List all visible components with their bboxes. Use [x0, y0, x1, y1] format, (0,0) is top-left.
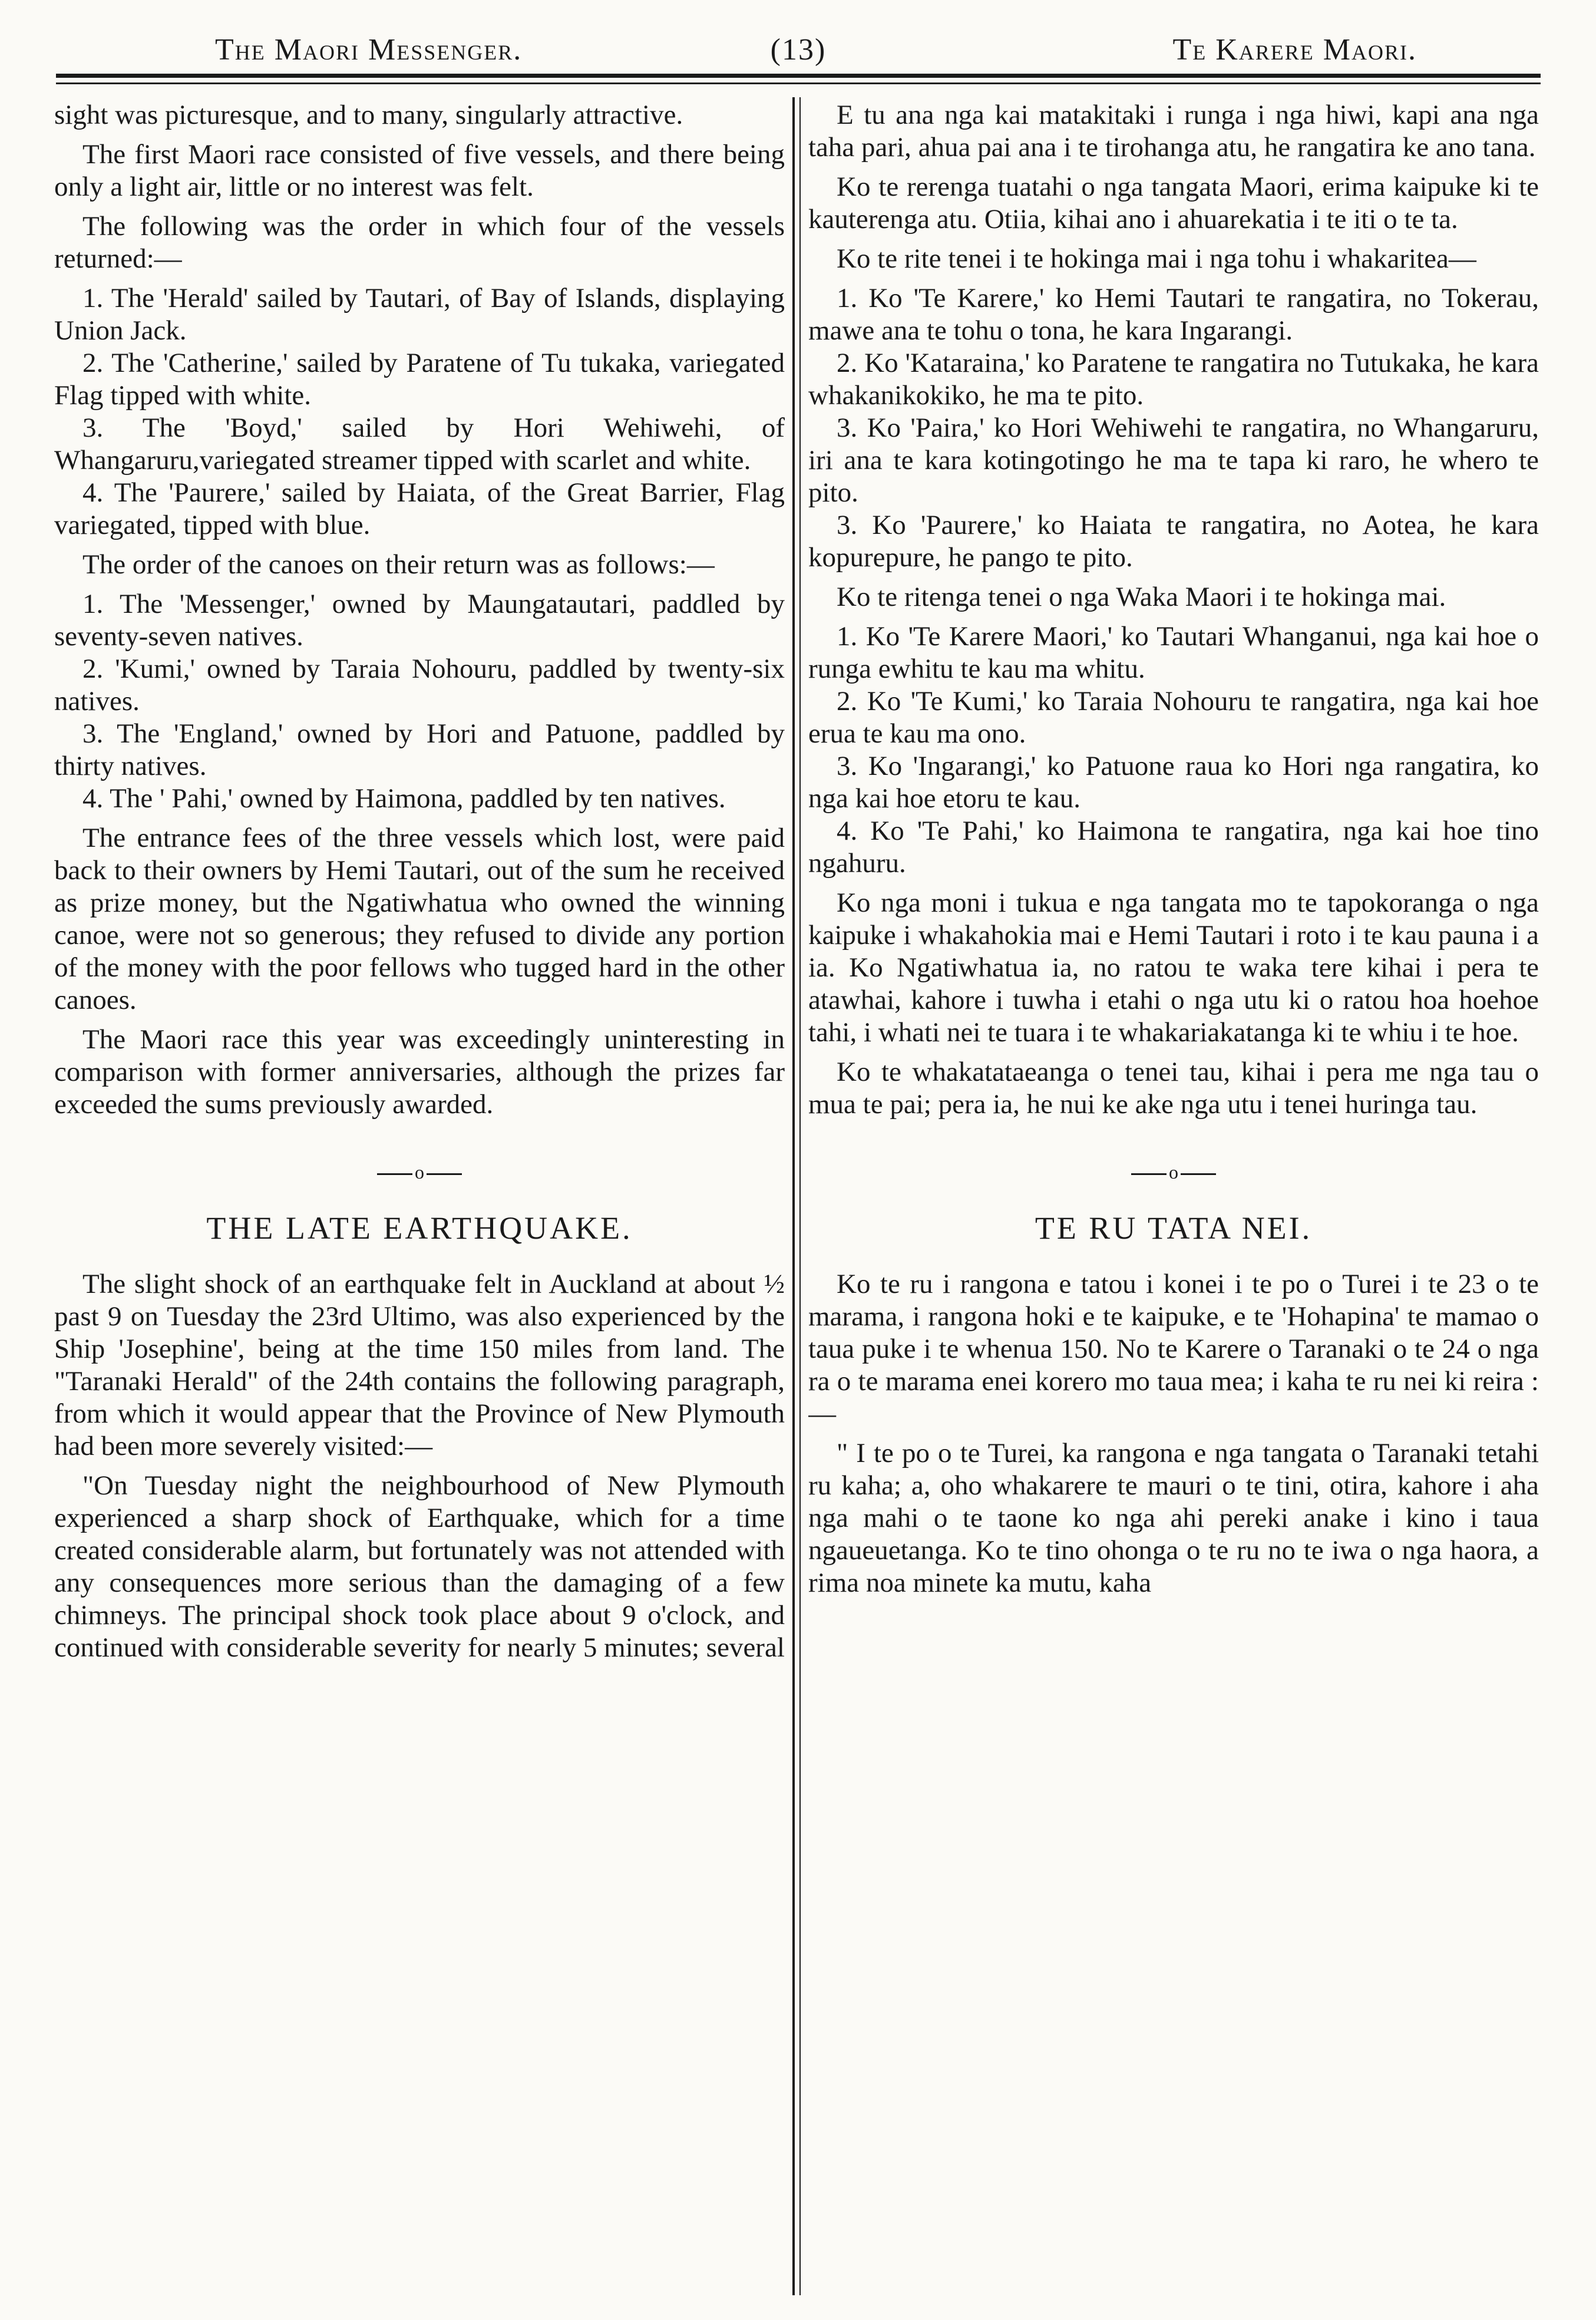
header-rule-thick [56, 74, 1541, 78]
english-quote: "On Tuesday night the neighbourhood of New Plymouth experienced a sharp shock of Earthquake, which for a time created considerable alarm, but fortunately was not attended with any consequences more serious than the damaging of a few chimneys. The principal shock took place about 9 o'clock, and continued with considerable severity for nearly 5 minutes; several [54, 1470, 785, 1663]
header-title-english: The Maori Messenger. [215, 33, 523, 67]
vessel-list-item: 3. Ko 'Paurere,' ko Haiata te rangatira, no Aotea, he kara kopurepure, he pango te pito. [808, 510, 1539, 573]
english-paragraph: The first Maori race consisted of five vessels, and there being only a light air, little or no interest was felt. [54, 139, 785, 202]
vessel-list-item: 2. Ko 'Kataraina,' ko Paratene te rangatira no Tutukaka, he kara whakanikokiko, he ma te pito. [808, 348, 1539, 411]
english-paragraph: The entrance fees of the three vessels which lost, were paid back to their owners by Hemi Tautari, out of the sum he received as prize money, but the Ngatiwhatua who owned the winning canoe, were not so generous; they refused to divide any portion of the money with the poor fellows who tugged hard in the other canoes. [54, 823, 785, 1015]
english-intro: sight was picturesque, and to many, singularly attractive. [54, 100, 683, 130]
vessel-list-item: 2. The 'Catherine,' sailed by Paratene of Tu tukaka, variegated Flag tipped with white. [54, 348, 785, 411]
vessel-list-item: 3. Ko 'Paira,' ko Hori Wehiwehi te rangatira, no Whangaruru, iri ana te kara kotingotingo he ma te tapa ki raro, he whero te pito. [808, 412, 1539, 508]
english-paragraph: The order of the canoes on their return was as follows:— [82, 549, 715, 580]
column-divider-thin [799, 97, 801, 2295]
section-ornament: o [808, 1156, 1539, 1189]
vessel-list-item: 1. Ko 'Te Karere,' ko Hemi Tautari te rangatira, no Tokerau, mawe ana te tohu o tona, he kara Ingarangi. [808, 283, 1539, 346]
canoe-list-item: 3. Ko 'Ingarangi,' ko Patuone raua ko Hori nga rangatira, ko nga kai hoe etoru te kau. [808, 751, 1539, 814]
maori-quote: " I te po o te Turei, ka rangona e nga tangata o Taranaki tetahi ru kaha; a, oho whakarere te mauri o te tini, otira, kahore i aha nga mahi o te taone ko nga ahi pereki anake i kino i taua ngaueuetanga. Ko te tino ohonga o te ru no te iwa o nga haora, a rima noa minete ka mutu, kaha [808, 1438, 1539, 1598]
english-paragraph: The following was the order in which four of the vessels returned:— [54, 211, 785, 274]
canoe-list-item: 1. Ko 'Te Karere Maori,' ko Tautari Whanganui, nga kai hoe o runga ewhitu te kau ma whitu. [808, 621, 1539, 684]
maori-paragraph: Ko te rerenga tuatahi o nga tangata Maori, erima kaipuke ki te kauterenga atu. Otiia, kihai ano i ahuarekatia i te iti o te ta. [808, 171, 1539, 235]
canoe-list-item: 4. The ' Pahi,' owned by Haimona, paddled by ten natives. [82, 783, 726, 814]
vessel-list-item: 1. The 'Herald' sailed by Tautari, of Bay of Islands, displaying Union Jack. [54, 283, 785, 346]
vessel-list-item: 3. The 'Boyd,' sailed by Hori Wehiwehi, of Whangaruru,variegated streamer tipped with scarlet and white. [54, 412, 785, 476]
english-paragraph: The slight shock of an earthquake felt in Auckland at about ½ past 9 on Tuesday the 23rd Ultimo, was also experienced by the Ship 'Josephine', being at the time 150 miles from land. The "Taranaki Herald" of the 24th contains the following paragraph, from which it would appear that the Province of New Plymouth had been more severely visited:— [54, 1269, 785, 1461]
maori-paragraph: Ko te ru i rangona e tatou i konei i te po o Turei i te 23 o te marama, i rangona hoki e te kaipuke, e te 'Hohapina' te mamao o taua puke i te whenua 150. No te Karere o Taranaki o te 24 o nga ra o te marama enei korero mo taua mea; i kaha te ru nei ki reira :— [808, 1269, 1539, 1429]
maori-paragraph: Ko te rite tenei i te hokinga mai i nga tohu i whakaritea— [837, 243, 1476, 274]
english-column [54, 99, 785, 2302]
canoe-list-item: 4. Ko 'Te Pahi,' ko Haimona te rangatira, nga kai hoe tino ngahuru. [808, 816, 1539, 879]
maori-paragraph: Ko te ritenga tenei o nga Waka Maori i te hokinga mai. [837, 582, 1446, 612]
canoe-list-item: 2. 'Kumi,' owned by Taraia Nohouru, paddled by twenty-six natives. [54, 654, 785, 717]
page-header [56, 24, 1541, 71]
canoe-list-item: 1. The 'Messenger,' owned by Maungatautari, paddled by seventy-seven natives. [54, 589, 785, 652]
canoe-list-item: 2. Ko 'Te Kumi,' ko Taraia Nohouru te rangatira, nga kai hoe erua te kau ma ono. [808, 686, 1539, 749]
header-title-maori: Te Karere Maori. [1172, 33, 1417, 67]
section-title: THE LATE EARTHQUAKE. [206, 1210, 633, 1246]
maori-paragraph: Ko nga moni i tukua e nga tangata mo te tapokoranga o nga kaipuke i whakahokia mai e Hemi Tautari i roto i te kau pauna i a ia. Ko Ngatiwhatua ia, no ratou te waka tere kihai i pera te atawhai, kahore i tuwha i etahi o nga utu ki o ratou hoa hoehoe tahi, i whati nei te tuara i te whakariakatanga ki te whiu i te hoe. [808, 887, 1539, 1048]
english-paragraph: The Maori race this year was exceedingly uninteresting in comparison with former anniversaries, although the prizes far exceeded the sums previously awarded. [54, 1024, 785, 1120]
maori-intro: E tu ana nga kai matakitaki i runga i nga hiwi, kapi ana nga taha pari, ahua pai ana i te tirohanga atu, he rangatira ke ano tana. [808, 100, 1539, 163]
page-number: (13) [770, 33, 827, 67]
header-rule-thin [56, 82, 1541, 84]
canoe-list-item: 3. The 'England,' owned by Hori and Patuone, paddled by thirty natives. [54, 718, 785, 781]
column-divider [792, 97, 795, 2295]
section-title: TE RU TATA NEI. [1035, 1210, 1313, 1246]
maori-paragraph: Ko te whakatataeanga o tenei tau, kihai i pera me nga tau o mua te pai; pera ia, he nui ke ake nga utu i tenei huringa tau. [808, 1057, 1539, 1120]
vessel-list-item: 4. The 'Paurere,' sailed by Haiata, of the Great Barrier, Flag variegated, tipped with blue. [54, 477, 785, 540]
section-ornament: o [54, 1156, 785, 1189]
maori-column [808, 99, 1539, 2302]
